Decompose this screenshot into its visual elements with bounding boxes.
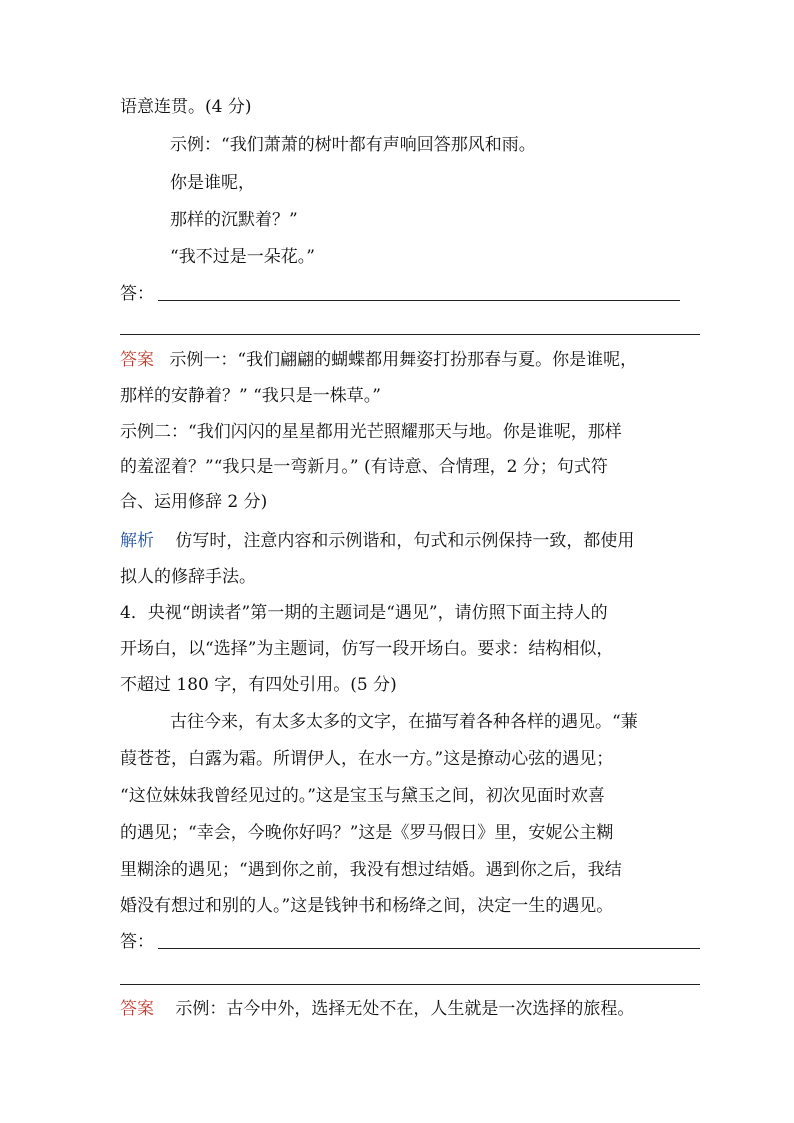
passage-line: 婚没有想过和别的人。”这是钱钟书和杨绛之间，决定一生的遇见。 [120,896,614,916]
question-text: 开场白，以“选择”为主题词，仿写一段开场白。要求：结构相似， [120,639,614,659]
analysis-text: 仿写时，注意内容和示例谐和，句式和示例保持一致，都使用 [175,531,635,551]
passage-line: 古往今来，有太多太多的文字，在描写着各种各样的遇见。“蒹 [170,712,638,732]
analysis-tag: 解析 [120,531,154,551]
answer-text: 的羞涩着？”“我只是一弯新月。” (有诗意、合情理，2 分；句式符 [120,457,608,477]
analysis-text: 拟人的修辞手法。 [120,567,256,587]
requirement-line: 语意连贯。(4 分) [120,97,252,117]
example-line-3: 那样的沉默着？” [170,210,298,230]
question-text: 4．央视“朗读者”第一期的主题词是“遇见”，请仿照下面主持人的 [120,603,608,623]
answer-text: 示例一：“我们翩翩的蝴蝶都用舞姿打扮那春与夏。你是谁呢， [169,350,638,370]
answer-prompt: 答： [120,932,154,952]
answer-tag: 答案 [120,350,154,370]
passage-line: 葭苍苍，白露为霜。所谓伊人，在水一方。”这是撩动心弦的遇见； [120,749,614,769]
answer-text: 示例二：“我们闪闪的星星都用光芒照耀那天与地。你是谁呢，那样 [120,422,622,442]
answer-tag: 答案 [120,999,154,1019]
answer-text: 示例：古今中外，选择无处不在，人生就是一次选择的旅程。 [175,999,635,1019]
passage-line: 的遇见；“幸会，今晚你好吗？”这是《罗马假日》里，安妮公主糊 [120,823,614,843]
passage-line: 里糊涂的遇见；“遇到你之前，我没有想过结婚。遇到你之后，我结 [120,860,622,880]
answer-blank-line[interactable] [158,948,700,949]
answer-text: 那样的安静着？” “我只是一株草。” [120,386,381,406]
passage-line: “这位妹妹我曾经见过的。”这是宝玉与黛玉之间，初次见面时欢喜 [120,786,605,806]
answer-prompt: 答： [120,284,154,304]
answer-blank-line[interactable] [158,300,680,301]
example-line-4: “我不过是一朵花。” [170,247,315,267]
example-line-2: 你是谁呢， [170,173,255,193]
question-text: 不超过 180 字，有四处引用。(5 分) [120,675,397,695]
answer-text: 合、运用修辞 2 分) [120,492,268,512]
section-divider [120,984,700,985]
section-divider [120,334,700,335]
example-line-1: 示例：“我们萧萧的树叶都有声响回答那风和雨。 [170,135,536,155]
